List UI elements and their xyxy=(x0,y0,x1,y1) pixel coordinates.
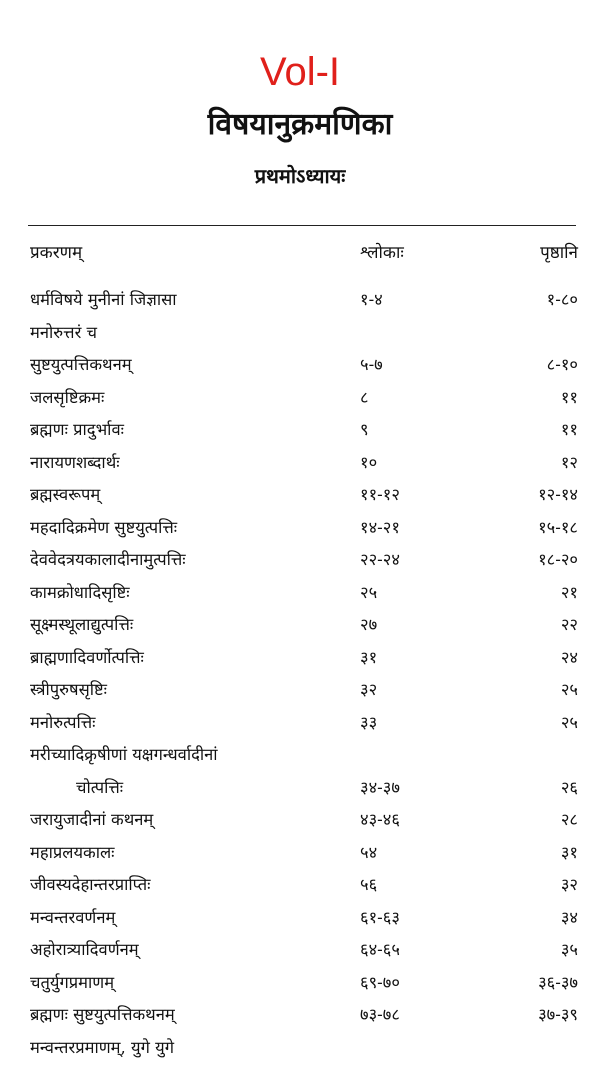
page-cell: १२ xyxy=(560,452,578,472)
page-cell: ३४ xyxy=(560,907,578,927)
shloka-cell: ३४-३७ xyxy=(360,777,400,797)
table-row xyxy=(30,479,578,512)
topic-cell: नारायणशब्दार्थः xyxy=(30,452,120,472)
topic-cell: ब्राह्मणादिवर्णोत्पत्तिः xyxy=(30,647,144,667)
page-cell: ३२ xyxy=(560,875,578,894)
topic-cell: सूक्ष्मस्थूलाद्युत्पत्तिः xyxy=(30,615,134,634)
table-row xyxy=(30,999,578,1032)
table-row xyxy=(30,967,578,1000)
header-divider xyxy=(28,225,576,226)
table-row xyxy=(30,642,578,675)
table-row xyxy=(30,674,578,707)
shloka-cell: ६१-६३ xyxy=(360,907,400,927)
shloka-cell: २२-२४ xyxy=(360,550,400,569)
table-row xyxy=(30,284,578,317)
topic-cell: मन्वन्तरवर्णनम् xyxy=(30,907,116,927)
shloka-cell: ६४-६५ xyxy=(360,940,400,959)
page-cell: १२-१४ xyxy=(538,485,578,504)
page-cell: ११ xyxy=(560,387,578,407)
shloka-cell: ९ xyxy=(360,420,369,439)
page-cell: २८ xyxy=(560,810,578,829)
topic-cell: स्त्रीपुरुषसृष्टिः xyxy=(30,680,107,699)
shloka-cell: ११-१२ xyxy=(360,485,400,504)
contents-table xyxy=(30,284,578,1064)
table-row xyxy=(30,317,578,350)
table-row xyxy=(30,382,578,415)
shloka-cell: ५-७ xyxy=(360,355,383,374)
table-row xyxy=(30,1032,578,1065)
table-row xyxy=(30,902,578,935)
page-cell: २५ xyxy=(560,680,578,699)
topic-cell: मरीच्यादिक्रृषीणां यक्षगन्धर्वादीनां xyxy=(30,745,218,764)
page-cell: २४ xyxy=(560,647,578,667)
topic-cell: ब्रह्मणः प्रादुर्भावः xyxy=(30,420,124,439)
page-cell: ३५ xyxy=(560,940,578,959)
page-cell: २२ xyxy=(560,615,578,634)
column-header-shlokas: श्लोकाः xyxy=(360,243,404,263)
shloka-cell: १० xyxy=(360,452,378,472)
table-row xyxy=(30,447,578,480)
page-cell: ८-१० xyxy=(546,355,578,374)
page-cell: १५-१८ xyxy=(538,517,578,537)
page-cell: ३१ xyxy=(560,842,578,862)
table-row xyxy=(30,544,578,577)
topic-cell: अहोरात्र्यादिवर्णनम् xyxy=(30,940,139,959)
page-cell: २५ xyxy=(560,712,578,732)
topic-cell: महाप्रलयकालः xyxy=(30,842,115,862)
table-row xyxy=(30,739,578,772)
topic-cell: ब्रह्मणः सुष्टयुत्पत्तिकथनम् xyxy=(30,1005,175,1024)
shloka-cell: १४-२१ xyxy=(360,517,400,537)
table-row xyxy=(30,512,578,545)
topic-cell: जरायुजादीनां कथनम् xyxy=(30,810,154,829)
shloka-cell: ७३-७८ xyxy=(360,1005,400,1024)
page-cell: १-८० xyxy=(546,290,578,309)
table-row xyxy=(30,577,578,610)
page-cell: ३७-३९ xyxy=(538,1005,578,1024)
topic-cell: जलसृष्टिक्रमः xyxy=(30,387,105,407)
topic-cell: मनोरुत्तरं च xyxy=(30,322,98,342)
shloka-cell: ६९-७० xyxy=(360,972,400,992)
column-header-pages: पृष्ठानि xyxy=(540,243,578,263)
topic-cell: धर्मविषये मुनीनां जिज्ञासा xyxy=(30,290,177,309)
topic-cell: चतुर्युगप्रमाणम् xyxy=(30,972,115,992)
topic-cell: चोत्पत्तिः xyxy=(76,777,124,797)
topic-cell: ब्रह्मस्वरूपम् xyxy=(30,485,101,504)
shloka-cell: ४३-४६ xyxy=(360,810,400,829)
page-cell: २१ xyxy=(560,582,578,602)
table-row xyxy=(30,934,578,967)
table-row xyxy=(30,869,578,902)
shloka-cell: ३१ xyxy=(360,647,378,667)
table-row xyxy=(30,707,578,740)
shloka-cell: १-४ xyxy=(360,290,383,309)
table-row xyxy=(30,609,578,642)
shloka-cell: २७ xyxy=(360,615,378,634)
table-row xyxy=(30,349,578,382)
table-row xyxy=(30,837,578,870)
shloka-cell: ३२ xyxy=(360,680,378,699)
page-cell: ३६-३७ xyxy=(538,972,578,992)
topic-cell: सुष्टयुत्पत्तिकथनम् xyxy=(30,355,132,374)
table-row xyxy=(30,772,578,805)
shloka-cell: ५६ xyxy=(360,875,378,894)
topic-cell: देववेदत्रयकालादीनामुत्पत्तिः xyxy=(30,550,186,569)
topic-cell: मनोरुत्पत्तिः xyxy=(30,712,96,732)
chapter-title: प्रथमोऽध्यायः xyxy=(254,164,346,188)
column-header-topic: प्रकरणम् xyxy=(30,243,83,263)
shloka-cell: २५ xyxy=(360,582,378,602)
topic-cell: जीवस्यदेहान्तरप्राप्तिः xyxy=(30,875,151,894)
page-cell: ११ xyxy=(560,420,578,439)
volume-label: Vol-I xyxy=(259,50,341,94)
shloka-cell: ३३ xyxy=(360,712,378,732)
topic-cell: महदादिक्रमेण सुष्टयुत्पत्तिः xyxy=(30,517,178,537)
page-title: विषयानुक्रमणिका xyxy=(207,107,393,142)
shloka-cell: ५४ xyxy=(360,842,378,862)
shloka-cell: ८ xyxy=(360,387,369,407)
topic-cell: मन्वन्तरप्रमाणम्, युगे युगे xyxy=(30,1037,174,1057)
page-cell: २६ xyxy=(560,777,578,797)
table-row xyxy=(30,414,578,447)
table-row xyxy=(30,804,578,837)
topic-cell: कामक्रोधादिसृष्टिः xyxy=(30,582,130,602)
table-header xyxy=(30,240,578,266)
page-cell: १८-२० xyxy=(538,550,578,569)
